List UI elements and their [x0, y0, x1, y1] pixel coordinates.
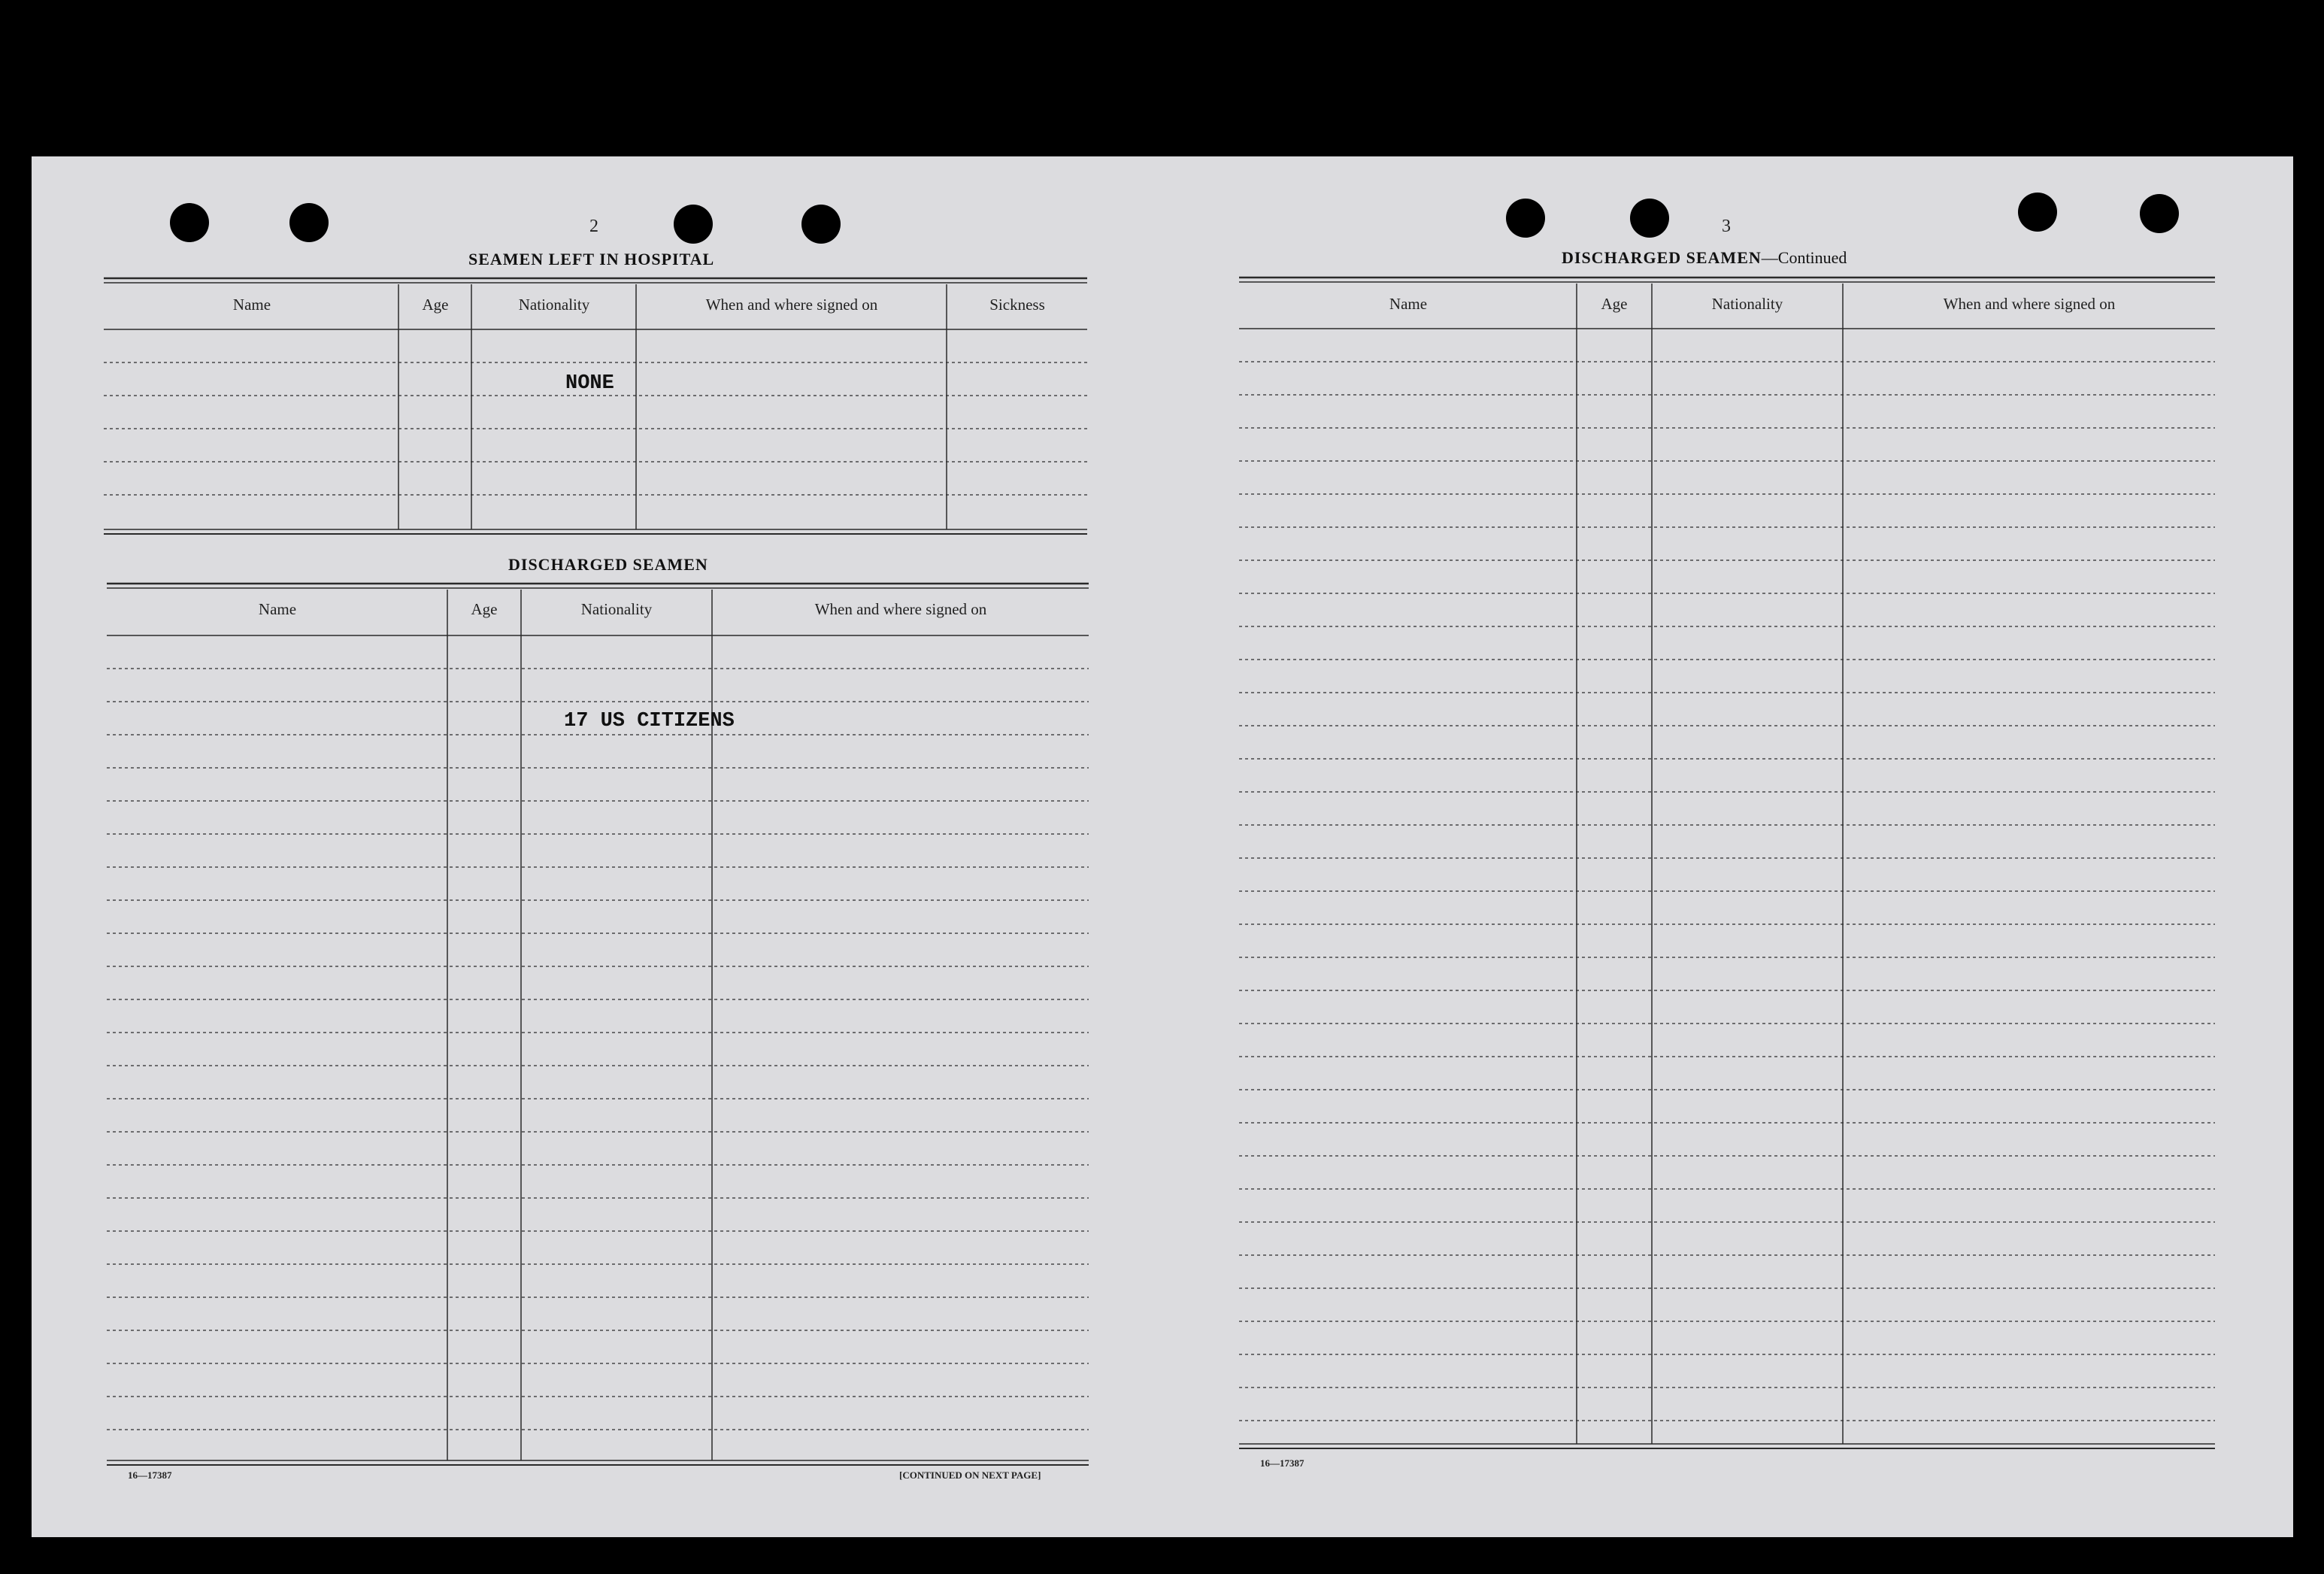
right-section-title: [1562, 248, 1847, 268]
right-col-name: Name: [1389, 295, 1428, 313]
right-col-when-where: When and where signed on: [1943, 295, 2116, 313]
hospital-col-sickness: Sickness: [989, 296, 1045, 314]
discharged-col-age: Age: [471, 600, 498, 618]
right-title-main: DISCHARGED SEAMEN: [1562, 248, 1762, 267]
hospital-col-name: Name: [232, 296, 271, 314]
discharged-section-title: DISCHARGED SEAMEN: [508, 555, 708, 574]
hospital-col-when-where: When and where signed on: [705, 296, 878, 314]
discharged-col-nationality: Nationality: [580, 600, 653, 618]
page-number-left: 2: [589, 217, 598, 236]
right-title-suffix: —Continued: [1761, 248, 1847, 267]
continued-note: [CONTINUED ON NEXT PAGE]: [899, 1469, 1041, 1481]
discharged-entry: 17 US CITIZENS: [564, 710, 735, 732]
hospital-col-age: Age: [422, 296, 449, 314]
page-number-right: 3: [1722, 217, 1731, 236]
discharged-col-name: Name: [258, 600, 297, 618]
form-number-right: 16—17387: [1260, 1457, 1304, 1469]
right-col-nationality: Nationality: [1711, 295, 1783, 313]
discharged-col-when-where: When and where signed on: [814, 600, 987, 618]
form-number-left: 16—17387: [128, 1469, 172, 1481]
hospital-section-title: SEAMEN LEFT IN HOSPITAL: [468, 250, 715, 268]
hospital-col-nationality: Nationality: [518, 296, 590, 314]
hospital-entry-none: NONE: [565, 372, 614, 395]
right-col-age: Age: [1601, 295, 1628, 313]
